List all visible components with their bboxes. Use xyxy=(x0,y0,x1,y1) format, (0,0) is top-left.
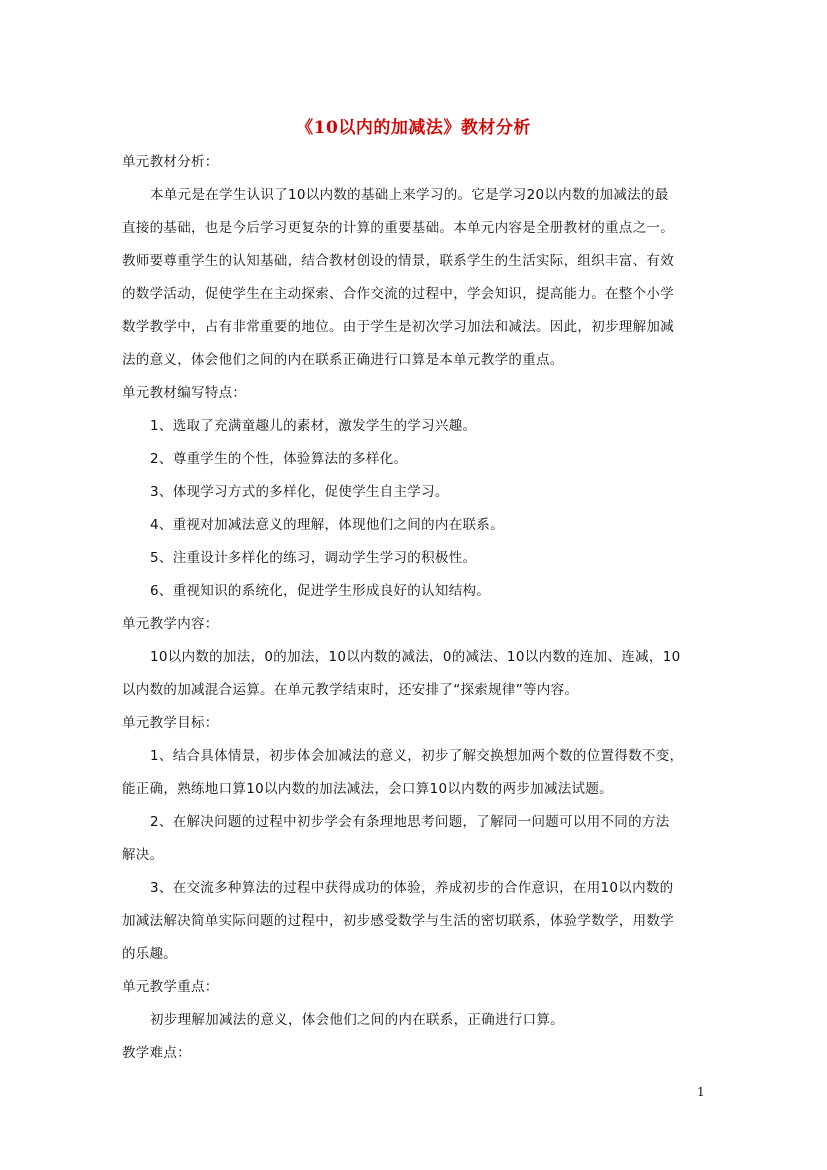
paragraph-line: 初步理解加减法的意义，体会他们之间的内在联系，正确进行口算。 xyxy=(150,1012,564,1028)
paragraph-line: 的数学活动，促使学生在主动探索、合作交流的过程中，学会知识，提高能力。在整个小学 xyxy=(122,286,674,302)
paragraph-line: 本单元是在学生认识了10以内数的基础上来学习的。它是学习20以内数的加减法的最 xyxy=(150,187,669,203)
paragraph-line: 直接的基础，也是今后学习更复杂的计算的重要基础。本单元内容是全册教材的重点之一。 xyxy=(122,220,674,236)
paragraph-line: 能正确，熟练地口算10以内数的加法减法，会口算10以内数的两步加减法试题。 xyxy=(122,781,613,797)
paragraph-line: 10以内数的加法，0的加法，10以内数的减法，0的减法、10以内数的连加、连减，10 xyxy=(150,649,681,665)
section-heading: 单元教材编写特点： xyxy=(122,385,247,401)
paragraph-line: 的乐趣。 xyxy=(122,946,178,962)
list-item: 3、体现学习方式的多样化，促使学生自主学习。 xyxy=(150,484,449,500)
paragraph-line: 1、结合具体情景，初步体会加减法的意义，初步了解交换想加两个数的位置得数不变， xyxy=(150,748,684,764)
list-item: 5、注重设计多样化的练习，调动学生学习的积极性。 xyxy=(150,550,477,566)
section-heading: 单元教学内容： xyxy=(122,616,219,632)
paragraph-line: 以内数的加减混合运算。在单元教学结束时，还安排了“探索规律”等内容。 xyxy=(122,682,579,698)
paragraph-line: 2、在解决问题的过程中初步学会有条理地思考问题，了解同一问题可以用不同的方法 xyxy=(150,814,670,830)
page-number: 1 xyxy=(697,1085,705,1099)
paragraph-line: 3、在交流多种算法的过程中获得成功的体验，养成初步的合作意识，在用10以内数的 xyxy=(150,880,674,896)
paragraph-line: 教师要尊重学生的认知基础，结合教材创设的情景，联系学生的生活实际，组织丰富、有效 xyxy=(122,253,674,269)
list-item: 6、重视知识的系统化，促进学生形成良好的认知结构。 xyxy=(150,583,491,599)
paragraph-line: 解决。 xyxy=(122,847,164,863)
list-item: 1、选取了充满童趣儿的素材，激发学生的学习兴趣。 xyxy=(150,418,477,434)
section-heading: 单元教学目标： xyxy=(122,715,219,731)
document-title: 《10以内的加减法》教材分析 xyxy=(296,118,531,138)
section-heading: 单元教材分析： xyxy=(122,154,219,170)
section-heading: 单元教学重点： xyxy=(122,979,219,995)
list-item: 2、尊重学生的个性，体验算法的多样化。 xyxy=(150,451,408,467)
paragraph-line: 数学教学中，占有非常重要的地位。由于学生是初次学习加法和减法。因此，初步理解加减 xyxy=(122,319,674,335)
paragraph-line: 加减法解决简单实际问题的过程中，初步感受数学与生活的密切联系，体验学数学，用数学 xyxy=(122,913,674,929)
section-heading: 教学难点： xyxy=(122,1045,191,1061)
paragraph-line: 法的意义，体会他们之间的内在联系正确进行口算是本单元教学的重点。 xyxy=(122,352,564,368)
list-item: 4、重视对加减法意义的理解，体现他们之间的内在联系。 xyxy=(150,517,504,533)
